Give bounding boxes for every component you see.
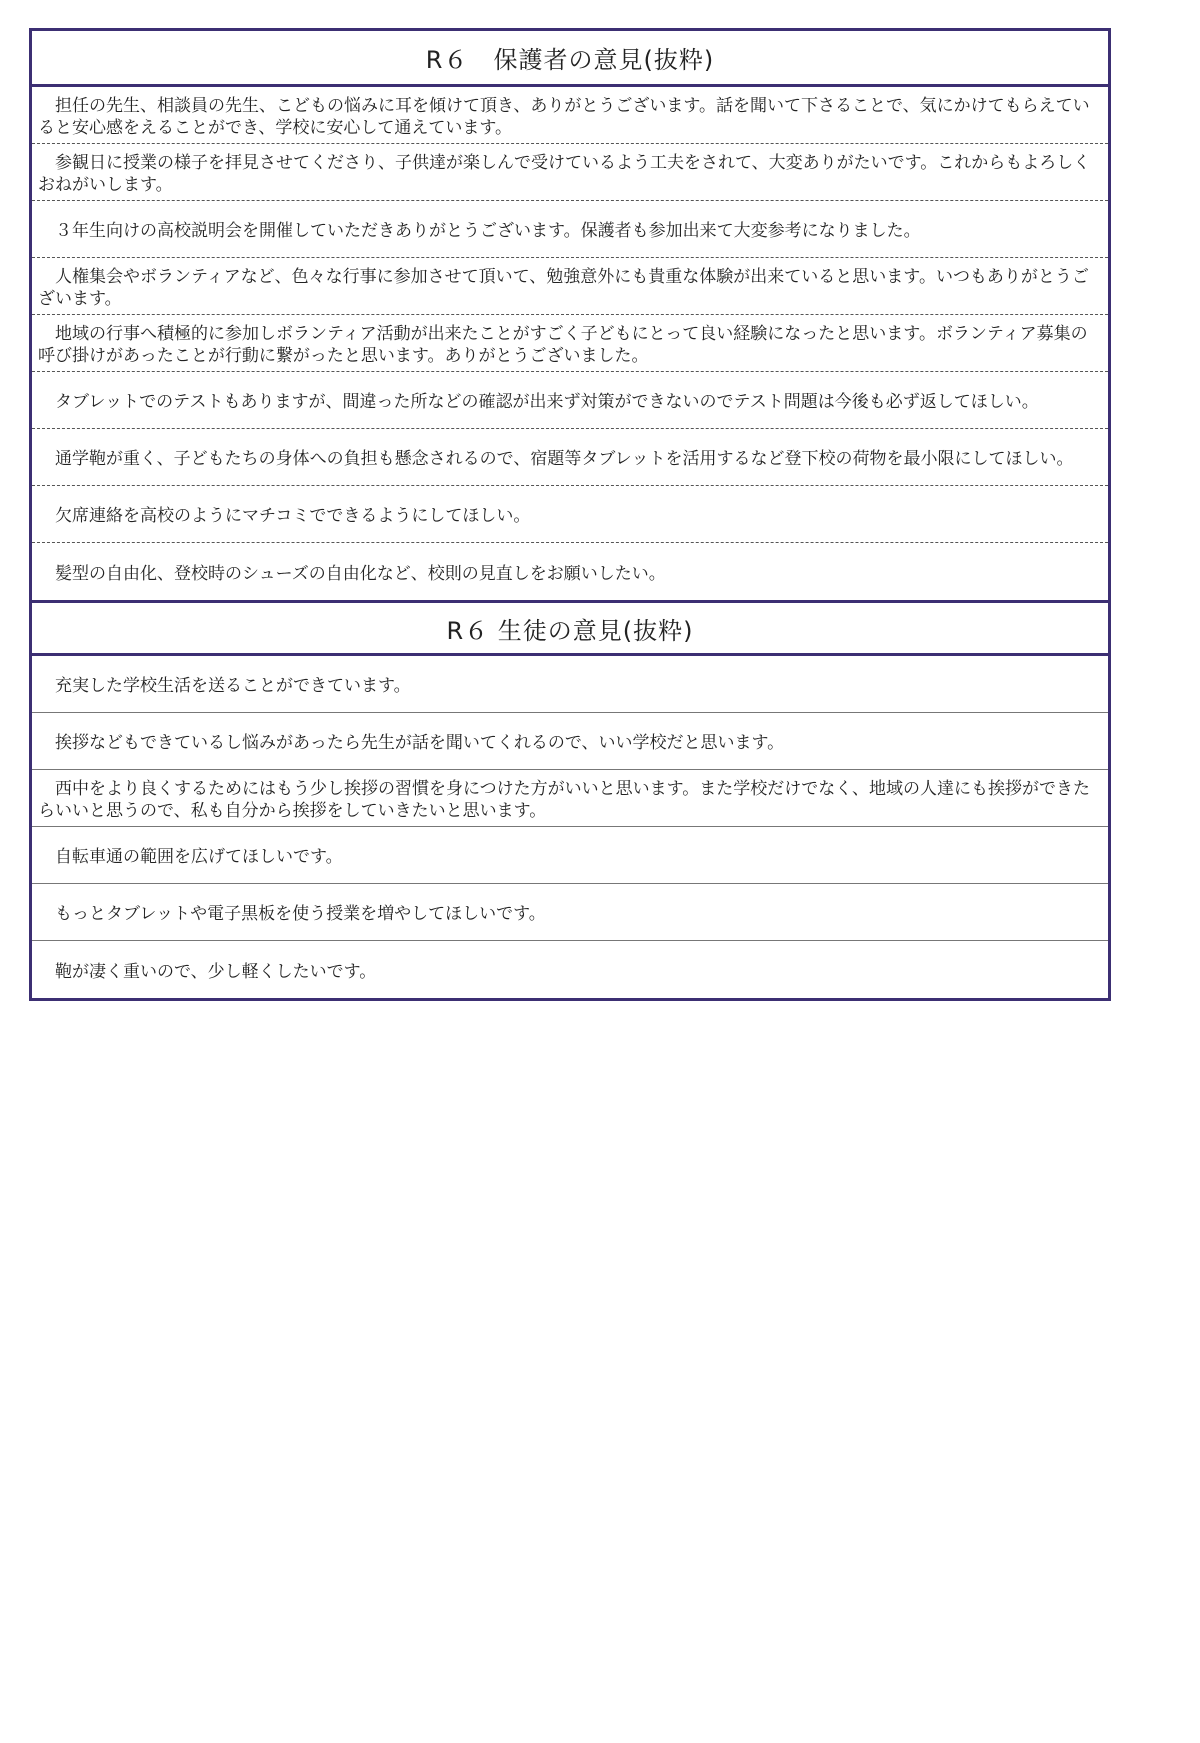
parent-opinion-text: 地域の行事へ積極的に参加しボランティア活動が出来たことがすごく子どもにとって良い経験になったと思います。ボランティア募集の呼び掛けがあったことが行動に繋がったと思います。ありがとうございました。	[38, 324, 1088, 366]
parent-opinion-row	[32, 258, 1108, 315]
student-opinion-row	[32, 656, 1108, 713]
student-opinion-text: 充実した学校生活を送ることができています。	[55, 676, 411, 696]
student-opinion-text: 挨拶などもできているし悩みがあったら先生が話を聞いてくれるので、いい学校だと思います。	[55, 733, 785, 753]
students-section-title: R６ 生徒の意見(抜粋)	[32, 600, 1108, 656]
parent-opinion-text: 担任の先生、相談員の先生、こどもの悩みに耳を傾けて頂き、ありがとうございます。話を聞いて下さることで、気にかけてもらえていると安心感をえることができ、学校に安心して通えています。	[38, 96, 1090, 138]
parent-opinion-row	[32, 372, 1108, 429]
student-opinion-row	[32, 713, 1108, 770]
student-opinion-row	[32, 941, 1108, 998]
parent-opinion-text: 通学鞄が重く、子どもたちの身体への負担も懸念されるので、宿題等タブレットを活用するなど登下校の荷物を最小限にしてほしい。	[55, 449, 1074, 469]
parent-opinion-text: 参観日に授業の様子を拝見させてくださり、子供達が楽しんで受けているよう工夫をされて、大変ありがたいです。これからもよろしくおねがいします。	[38, 153, 1091, 195]
parent-opinion-row	[32, 429, 1108, 486]
students-opinion-list	[32, 656, 1108, 998]
parent-opinion-row	[32, 315, 1108, 372]
parent-opinion-row	[32, 144, 1108, 201]
student-opinion-row	[32, 884, 1108, 941]
student-opinion-text: もっとタブレットや電子黒板を使う授業を増やしてほしいです。	[55, 904, 546, 924]
parent-opinion-row	[32, 543, 1108, 600]
student-opinion-text: 自転車通の範囲を広げてほしいです。	[55, 847, 343, 867]
parent-opinion-text: 人権集会やボランティアなど、色々な行事に参加させて頂いて、勉強意外にも貴重な体験が出来ていると思います。いつもありがとうございます。	[38, 267, 1089, 309]
student-opinion-text: 西中をより良くするためにはもう少し挨拶の習慣を身につけた方がいいと思います。また学校だけでなく、地域の人達にも挨拶ができたらいいと思うので、私も自分から挨拶をしていきたいと思います。	[38, 779, 1090, 821]
parent-opinion-row	[32, 486, 1108, 543]
student-opinion-row	[32, 770, 1108, 827]
parent-opinion-text: 髪型の自由化、登校時のシューズの自由化など、校則の見直しをお願いしたい。	[55, 563, 666, 584]
parents-section-title: R６ 保護者の意見(抜粋)	[32, 31, 1108, 87]
parent-opinion-text: タブレットでのテストもありますが、間違った所などの確認が出来ず対策ができないのでテスト問題は今後も必ず返してほしい。	[55, 392, 1039, 412]
student-opinion-row	[32, 827, 1108, 884]
parent-opinion-row	[32, 201, 1108, 258]
parent-opinion-text: ３年生向けの高校説明会を開催していただきありがとうございます。保護者も参加出来て大変参考になりました。	[55, 221, 921, 241]
parent-opinion-text: 欠席連絡を高校のようにマチコミでできるようにしてほしい。	[55, 506, 531, 526]
student-opinion-text: 鞄が凄く重いので、少し軽くしたいです。	[55, 961, 377, 982]
parents-opinion-list	[32, 87, 1108, 600]
opinions-table	[29, 28, 1111, 1001]
parent-opinion-row	[32, 87, 1108, 144]
